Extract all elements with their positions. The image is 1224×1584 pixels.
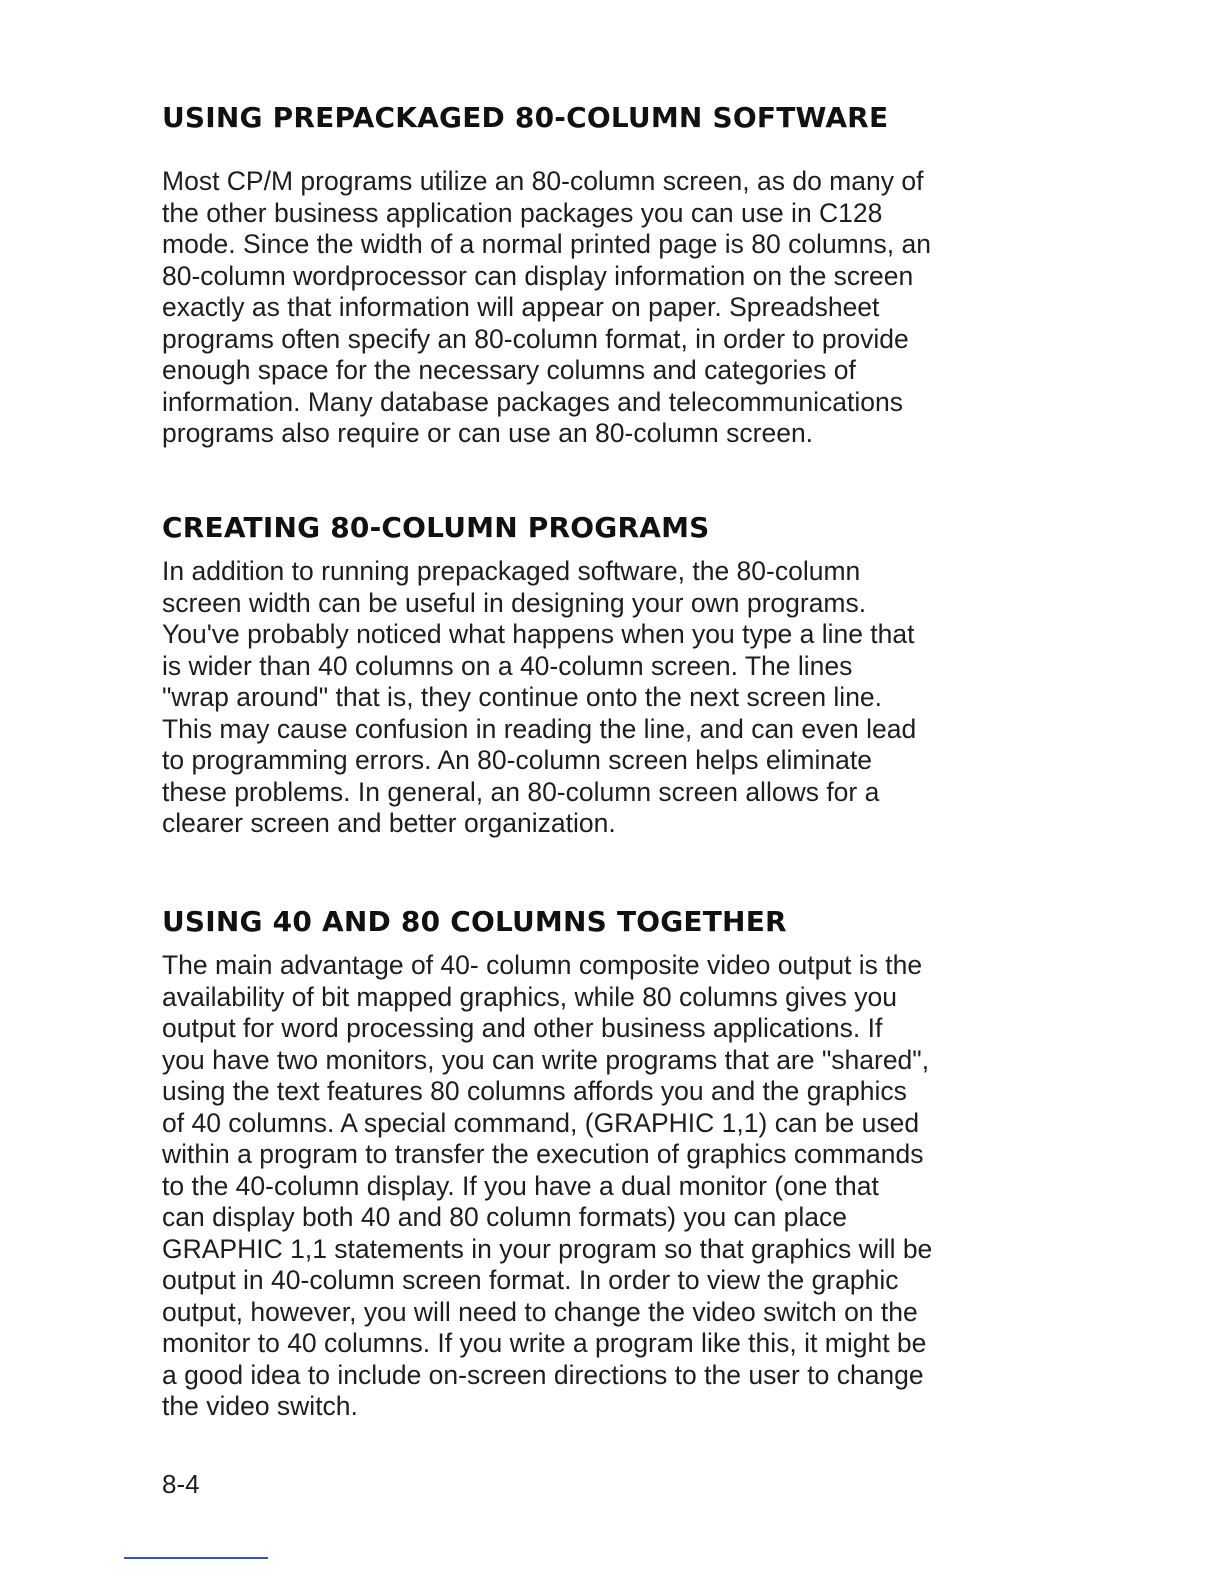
text-line: you have two monitors, you can write programs that are "shared", xyxy=(162,1044,930,1075)
text-line: In addition to running prepackaged software, the 80-column xyxy=(162,556,861,586)
text-line: enough space for the necessary columns and categories of xyxy=(162,355,856,385)
text-line: is wider than 40 columns on a 40-column screen. The lines xyxy=(162,650,853,681)
text-line: these problems. In general, an 80-column screen allows for a xyxy=(162,776,880,807)
text-line: the other business application packages you can use in C128 xyxy=(162,197,883,228)
section-heading: CREATING 80-COLUMN PROGRAMS xyxy=(162,511,710,544)
text-line: mode. Since the width of a normal printed page is 80 columns, an xyxy=(162,229,931,259)
text-line: using the text features 80 columns affords you and the graphics xyxy=(162,1076,907,1106)
text-line: output for word processing and other business applications. If xyxy=(162,1013,883,1043)
text-line: exactly as that information will appear on paper. Spreadsheet xyxy=(162,292,880,322)
section-paragraph xyxy=(162,556,1042,840)
section-creating-programs xyxy=(162,510,1042,840)
section-paragraph xyxy=(162,950,1042,1423)
text-line: a good idea to include on-screen directions to the user to change xyxy=(162,1359,924,1390)
text-line: of 40 columns. A special command, (GRAPHIC 1,1) can be used xyxy=(162,1107,920,1138)
text-line: availability of bit mapped graphics, while 80 columns gives you xyxy=(162,981,898,1012)
text-line: 80-column wordprocessor can display information on the screen xyxy=(162,260,914,291)
text-line: information. Many database packages and telecommunications xyxy=(162,386,903,417)
document-page xyxy=(162,0,1042,1584)
section-40-and-80-columns xyxy=(162,904,1042,1423)
section-heading: USING PREPACKAGED 80-COLUMN SOFTWARE xyxy=(162,101,889,134)
text-line: output in 40-column screen format. In order to view the graphic xyxy=(162,1265,899,1295)
text-line: clearer screen and better organization. xyxy=(162,808,616,838)
section-paragraph xyxy=(162,166,1042,450)
text-line: You've probably noticed what happens when you type a line that xyxy=(162,619,915,649)
bottom-divider xyxy=(124,1557,268,1559)
text-line: GRAPHIC 1,1 statements in your program so that graphics will be xyxy=(162,1233,933,1264)
section-heading: USING 40 AND 80 COLUMNS TOGETHER xyxy=(162,905,787,938)
text-line: Most CP/M programs utilize an 80-column screen, as do many of xyxy=(162,166,924,196)
text-line: output, however, you will need to change the video switch on the xyxy=(162,1296,918,1327)
text-line: to the 40-column display. If you have a dual monitor (one that xyxy=(162,1170,879,1201)
text-line: the video switch. xyxy=(162,1391,358,1421)
text-line: to programming errors. An 80-column screen helps eliminate xyxy=(162,745,872,775)
text-line: The main advantage of 40- column composite video output is the xyxy=(162,950,923,980)
page-number: 8-4 xyxy=(162,1469,200,1499)
text-line: programs also require or can use an 80-column screen. xyxy=(162,418,814,448)
text-line: monitor to 40 columns. If you write a program like this, it might be xyxy=(162,1328,927,1358)
text-line: programs often specify an 80-column format, in order to provide xyxy=(162,323,909,354)
text-line: can display both 40 and 80 column formats) you can place xyxy=(162,1202,847,1232)
text-line: This may cause confusion in reading the line, and can even lead xyxy=(162,713,917,744)
section-prepackaged-software xyxy=(162,100,1042,450)
text-line: within a program to transfer the execution of graphics commands xyxy=(162,1139,924,1169)
text-line: "wrap around" that is, they continue onto the next screen line. xyxy=(162,682,883,712)
text-line: screen width can be useful in designing your own programs. xyxy=(162,587,867,618)
